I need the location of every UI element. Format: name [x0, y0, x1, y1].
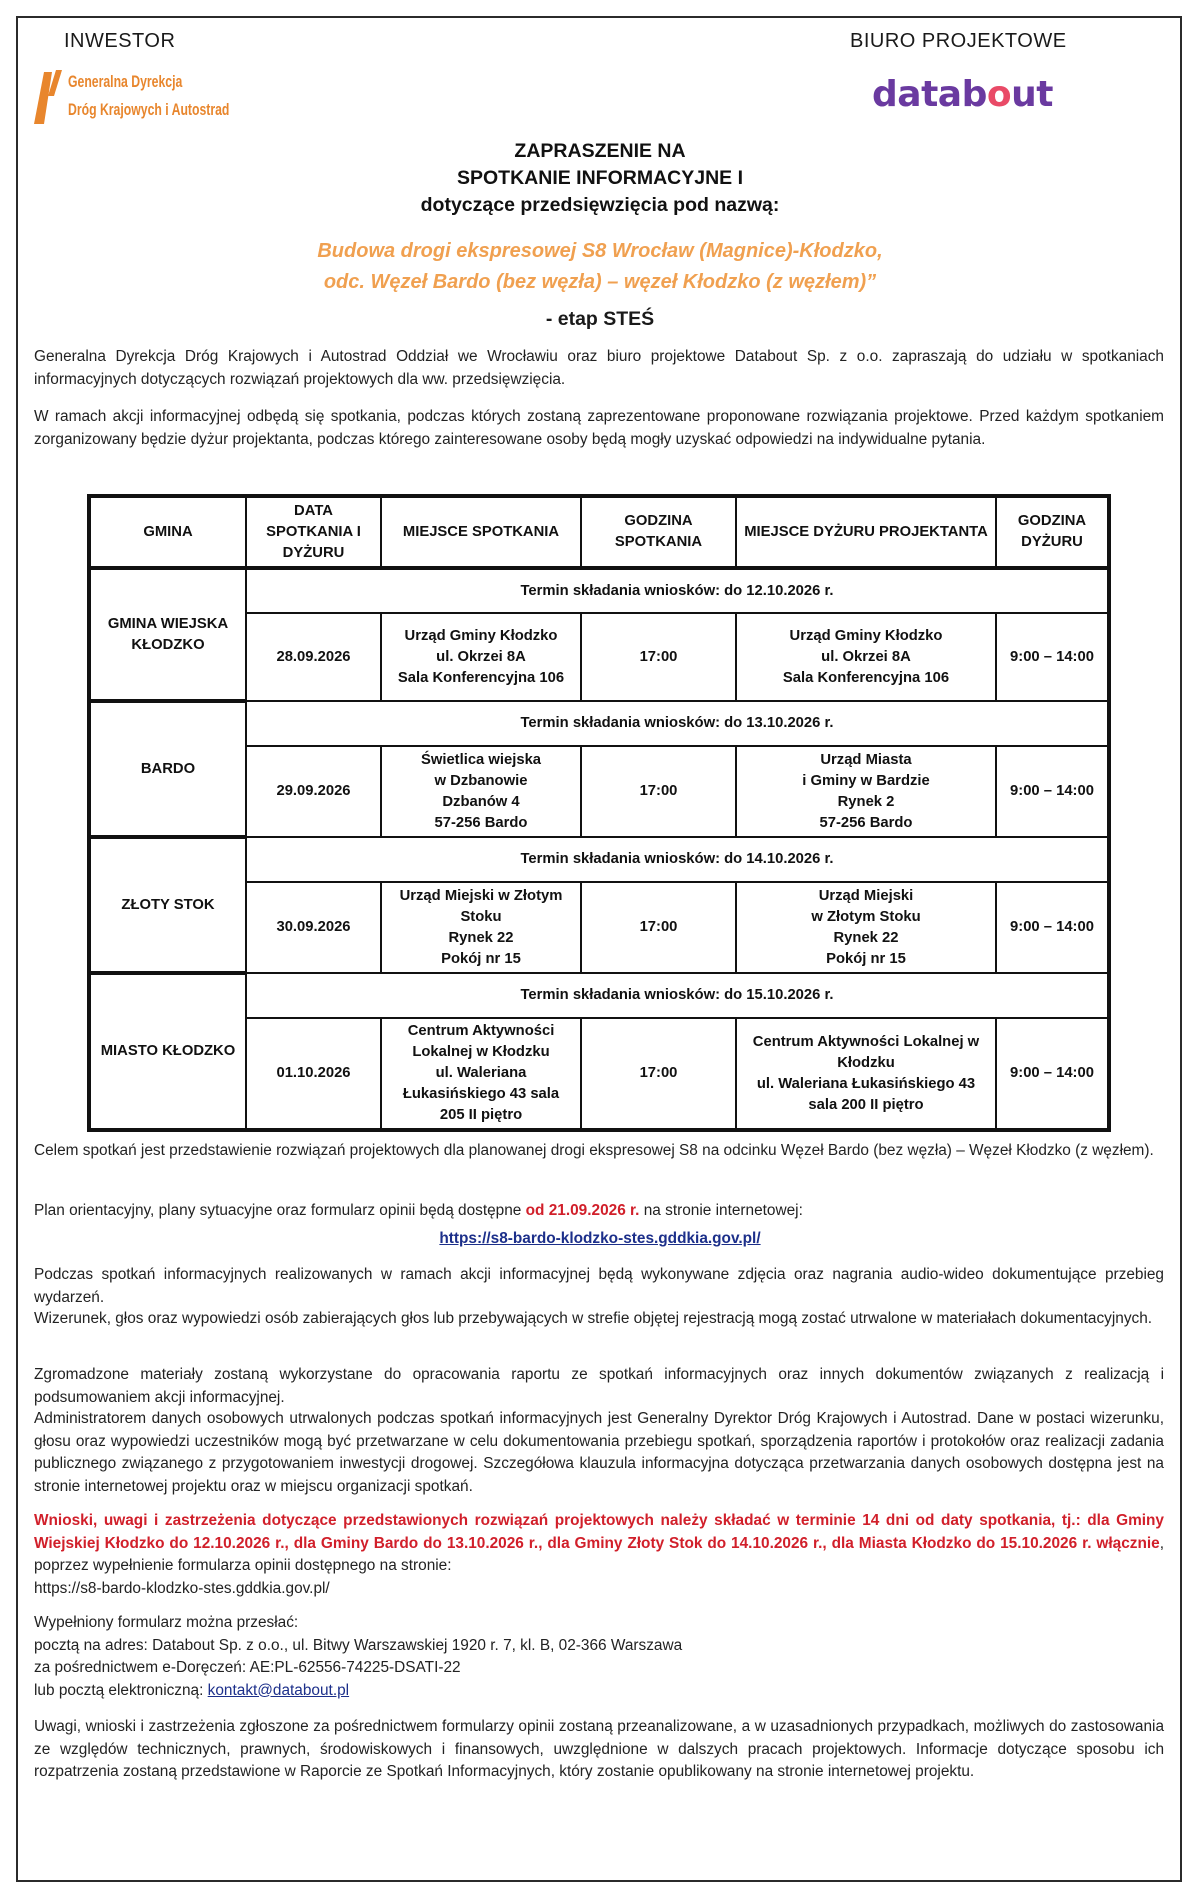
table-row [89, 973, 1109, 1018]
gddkia-logo-text: Generalna Dyrekcja Dróg Krajowych i Autostrad [68, 72, 230, 119]
date-cell: 01.10.2026 [246, 1018, 381, 1130]
duty-time-cell: 9:00 – 14:00 [996, 882, 1109, 973]
duty-place-cell: Urząd Miasta i Gminy w Bardzie Rynek 2 57-256 Bardo [736, 746, 996, 837]
meeting-place-cell: Urząd Miejski w Złotym Stoku Rynek 22 Pokój nr 15 [381, 882, 581, 973]
date-cell: 30.09.2026 [246, 882, 381, 973]
gmina-cell: BARDO [89, 701, 246, 837]
meeting-place-cell: Centrum Aktywności Lokalnej w Kłodzku ul. Waleriana Łukasińskiego 43 sala 205 II piętro [381, 1018, 581, 1130]
meeting-time-cell: 17:00 [581, 1018, 736, 1130]
closing-paragraph: Uwagi, wnioski i zastrzeżenia zgłoszone za pośrednictwem formularzy opinii zostaną przeanalizowane, a w uzasadnionych przypadkach, możliwych do zastosowania ze względów technicznych, prawnych, środowiskowych i finansowych, uwzględnione w dalszych pracach projektowych. Informacje dotyczące sposobu ich rozpatrzenia zostaną przedstawione w Raporcie ze Spotkań Informacyjnych, który zostanie opublikowany na stronie internetowej projektu. [34, 1718, 1164, 1780]
recording-paragraph: Podczas spotkań informacyjnych realizowanych w ramach akcji informacyjnej będą wykonywane zdjęcia oraz nagrania audio-wideo dokumentujące przebieg wydarzeń. [34, 1266, 1164, 1306]
header-miejsce: MIEJSCE SPOTKANIA [381, 496, 581, 568]
duty-time-cell: 9:00 – 14:00 [996, 613, 1109, 701]
deadline-cell: Termin składania wniosków: do 13.10.2026 r. [246, 701, 1109, 746]
meeting-place-cell: Urząd Gminy Kłodzko ul. Okrzei 8A Sala Konferencyjna 106 [381, 613, 581, 701]
stage-label: - etap STEŚ [545, 308, 655, 330]
duty-place-cell: Centrum Aktywności Lokalnej w Kłodzku ul. Waleriana Łukasińskiego 43 sala 200 II piętro [736, 1018, 996, 1130]
availability-paragraph: Plan orientacyjny, plany sytuacyjne oraz formularz opinii będą dostępne od 21.09.2026 r. na stronie internetowej: [34, 1202, 803, 1219]
availability-date: od 21.09.2026 r. [525, 1202, 640, 1219]
deadline-cell: Termin składania wniosków: do 14.10.2026 r. [246, 837, 1109, 882]
header-miejsce-dyzuru: MIEJSCE DYŻURU PROJEKTANTA [736, 496, 996, 568]
databout-logo: databout [872, 74, 1053, 115]
header-godzina: GODZINA SPOTKANIA [581, 496, 736, 568]
header-gmina: GMINA [89, 496, 246, 568]
meeting-place-cell: Świetlica wiejska w Dzbanowie Dzbanów 4 57-256 Bardo [381, 746, 581, 837]
project-name: Budowa drogi ekspresowej S8 Wrocław (Magnice)-Kłodzko, odc. Węzeł Bardo (bez węzła) – węzeł Kłodzko (z węzłem)” [317, 240, 883, 293]
submission-paragraph: Wypełniony formularz można przesłać: pocztą na adres: Databout Sp. z o.o., ul. Bitwy Warszawskiej 1920 r. 7, kl. B, 02-366 Warszawa za pośrednictwem e-Doręczeń: AE:PL-62556-74225-DSATI-22 lub pocztą elektroniczną: kontakt@databout.pl [34, 1614, 683, 1699]
duty-time-cell: 9:00 – 14:00 [996, 1018, 1109, 1130]
design-office-label: BIURO PROJEKTOWE [850, 30, 1067, 52]
invitation-title: ZAPRASZENIE NA SPOTKANIE INFORMACYJNE I dotyczące przedsięwzięcia pod nazwą: [420, 140, 780, 216]
duty-place-cell: Urząd Gminy Kłodzko ul. Okrzei 8A Sala Konferencyjna 106 [736, 613, 996, 701]
date-cell: 28.09.2026 [246, 613, 381, 701]
form-url: https://s8-bardo-klodzko-stes.gddkia.gov.pl/ [34, 1579, 330, 1597]
meetings-paragraph: W ramach akcji informacyjnej odbędą się spotkania, podczas których zostaną zaprezentowane proponowane rozwiązania projektowe. Przed każdym spotkaniem zorganizowany będzie dyżur projektanta, podczas którego zainteresowane osoby będą mogły uzyskać odpowiedzi na indywidualne pytania. [34, 408, 1164, 448]
data-admin-paragraph: Administratorem danych osobowych utrwalonych podczas spotkań informacyjnych jest Generalny Dyrektor Dróg Krajowych i Autostrad. Dane w postaci wizerunku, głosu oraz wypowiedzi uczestników mogą być przetwarzane w celu dokumentowania przebiegu spotkań, sporządzenia raportów i protokołów oraz realizacji zadania publicznego związanego z przygotowaniem inwestycji drogowej. Szczegółowa klauzula informacyjna dotycząca przetwarzania danych osobowych dostępna jest na stronie internetowej projektu oraz w miejscu organizacji spotkań. [34, 1410, 1164, 1495]
header-godzina-dyzuru: GODZINA DYŻURU [996, 496, 1109, 568]
materials-paragraph: Zgromadzone materiały zostaną wykorzystane do opracowania raportu ze spotkań informacyjnych oraz innych dokumentów związanych z realizacją i podsumowaniem akcji informacyjnej. [34, 1366, 1164, 1406]
purpose-paragraph: Celem spotkań jest przedstawienie rozwiązań projektowych dla planowanej drogi ekspresowej S8 na odcinku Węzeł Bardo (bez węzła) – Węzeł Kłodzko (z węzłem). [34, 1142, 1154, 1159]
deadline-text: Wnioski, uwagi i zastrzeżenia dotyczące przedstawionych rozwiązań projektowych należy składać w terminie 14 dni od daty spotkania, tj.: dla Gminy Wiejskiej Kłodzko do 12.10.2026 r., dla Gminy Bardo do 13.10.2026 r., dla Gminy Złoty Stok do 14.10.2026 r., dla Miasta Kłodzko do 15.10.2026 r. włącznie [34, 1512, 1164, 1552]
website-link[interactable]: https://s8-bardo-klodzko-stes.gddkia.gov.pl/ [439, 1230, 761, 1247]
table-row [89, 701, 1109, 746]
email-link[interactable]: kontakt@databout.pl [207, 1681, 350, 1699]
duty-place-cell: Urząd Miejski w Złotym Stoku Rynek 22 Pokój nr 15 [736, 882, 996, 973]
header-data: DATA SPOTKANIA I DYŻURU [246, 496, 381, 568]
meeting-schedule-table [87, 494, 1111, 1132]
gmina-cell: MIASTO KŁODZKO [89, 973, 246, 1130]
meeting-time-cell: 17:00 [581, 746, 736, 837]
date-cell: 29.09.2026 [246, 746, 381, 837]
gddkia-road-icon [30, 66, 64, 126]
deadline-paragraph: Wnioski, uwagi i zastrzeżenia dotyczące przedstawionych rozwiązań projektowych należy składać w terminie 14 dni od daty spotkania, tj.: dla Gminy Wiejskiej Kłodzko do 12.10.2026 r., dla Gminy Bardo do 13.10.2026 r., dla Gminy Złoty Stok do 14.10.2026 r., dla Miasta Kłodzko do 15.10.2026 r. włącznie, poprzez wypełnienie formularza opinii dostępnego na stronie: https://s8-bardo-klodzko-stes.gddkia.gov.pl/ [34, 1512, 1164, 1597]
gmina-cell: ZŁOTY STOK [89, 837, 246, 973]
investor-label: INWESTOR [64, 30, 176, 52]
table-header-row [89, 496, 1109, 568]
gddkia-logo [30, 66, 230, 132]
gmina-cell: GMINA WIEJSKA KŁODZKO [89, 568, 246, 701]
table-row [89, 837, 1109, 882]
table-row [89, 568, 1109, 613]
image-paragraph: Wizerunek, głos oraz wypowiedzi osób zabierających głos lub przebywających w strefie objętej rejestracją mogą zostać utrwalone w materiałach dokumentacyjnych. [34, 1310, 1153, 1327]
intro-paragraph: Generalna Dyrekcja Dróg Krajowych i Autostrad Oddział we Wrocławiu oraz biuro projektowe Databout Sp. z o.o. zapraszają do udziału w spotkaniach informacyjnych dotyczących rozwiązań projektowych dla ww. przedsięwzięcia. [34, 348, 1164, 388]
meeting-time-cell: 17:00 [581, 882, 736, 973]
meeting-time-cell: 17:00 [581, 613, 736, 701]
website-link-block [0, 1230, 1200, 1248]
duty-time-cell: 9:00 – 14:00 [996, 746, 1109, 837]
deadline-cell: Termin składania wniosków: do 12.10.2026 r. [246, 568, 1109, 613]
deadline-cell: Termin składania wniosków: do 15.10.2026 r. [246, 973, 1109, 1018]
